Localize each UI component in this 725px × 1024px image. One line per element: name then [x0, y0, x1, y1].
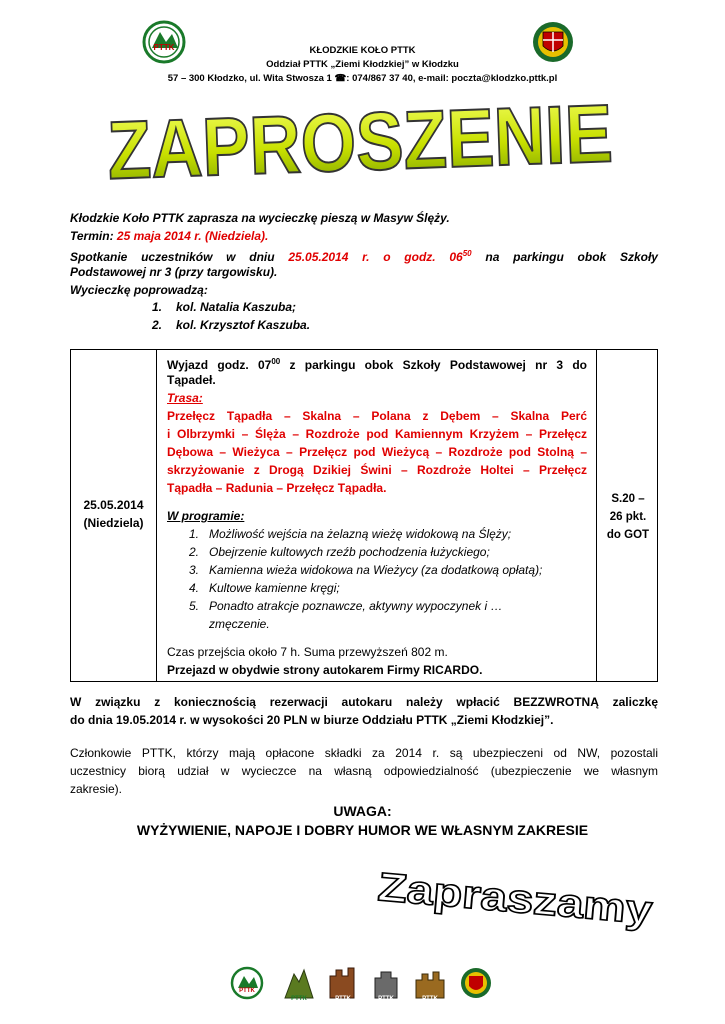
program-text: Możliwość wejścia na żelazną wieżę widokową na Ślęży;: [209, 527, 512, 541]
klodzko-branch-emblem: [531, 20, 575, 64]
termin-line: [70, 227, 658, 245]
program-number: 2.: [189, 545, 200, 559]
route-text: [167, 407, 587, 497]
svg-text:PTTK: PTTK: [335, 996, 351, 1002]
route-line: Dębowa – Wieżyca – Przełęcz pod Wieżycą – Rozdroże pod Stolną –: [167, 445, 587, 459]
paragraph-line: W związku z koniecznością rezerwacji autokaru należy wpłacić BEZZWROTNĄ zaliczkę: [70, 695, 658, 709]
svg-text:PTTK: PTTK: [422, 996, 438, 1002]
guide-number: 1.: [152, 300, 163, 314]
guide-number: 2.: [152, 318, 163, 332]
departure-line-cont: Tąpadeł.: [167, 373, 216, 387]
pttk-logo: [142, 20, 186, 64]
date-cell: [71, 496, 156, 532]
table-divider: [156, 350, 157, 681]
departure-minutes: 00: [271, 357, 281, 366]
program-text: Obejrzenie kultowych rzeźb pochodzenia łużyckiego;: [209, 545, 490, 559]
departure-text-a: Wyjazd godz. 07: [167, 358, 272, 372]
transport-info: Przejazd w obydwie strony autokarem Firmy RICARDO.: [167, 663, 483, 677]
tower-badge-icon: [369, 964, 403, 1002]
trip-table: [70, 349, 658, 682]
program-item: [189, 543, 589, 561]
svg-text:Zapraszamy: Zapraszamy: [376, 865, 611, 930]
notice-text: WYŻYWIENIE, NAPOJE I DOBRY HUMOR WE WŁASNYM ZAKRESIE: [136, 822, 589, 838]
spotkanie-date: 25.05.2014 r. o godz. 06: [288, 250, 463, 264]
program-text: Kamienna wieża widokowa na Wieżycy (za dodatkową opłatą);: [209, 563, 543, 577]
fortress-badge-icon: [413, 964, 447, 1002]
program-text: Ponadto atrakcje poznawcze, aktywny wypoczynek i …: [209, 599, 503, 613]
got-line: 26 pkt.: [609, 511, 647, 523]
got-points-cell: [597, 490, 659, 544]
program-item-cont: zmęczenie.: [209, 617, 270, 631]
program-number: 5.: [189, 599, 200, 613]
svg-text:ZAPROSZENIE: ZAPROSZENIE: [106, 85, 693, 197]
svg-text:PTTK: PTTK: [153, 43, 175, 52]
got-line: S.20 –: [611, 493, 645, 505]
paragraph-line: Członkowie PTTK, którzy mają opłacone składki za 2014 r. są ubezpieczeni od NW, pozostali: [70, 746, 658, 760]
spotkanie-text-b: na parkingu obok Szkoły: [471, 250, 658, 264]
program-number: 3.: [189, 563, 200, 577]
program-number: 4.: [189, 581, 200, 595]
guide-name: kol. Natalia Kaszuba;: [176, 300, 297, 314]
spotkanie-minutes: 50: [462, 249, 472, 258]
route-label: Trasa:: [167, 391, 203, 405]
svg-text:PTTK: PTTK: [239, 988, 255, 994]
termin-label: Termin:: [70, 229, 117, 243]
header-line-2: Oddział PTTK „Ziemi Kłodzkiej” w Kłodzku: [266, 59, 459, 70]
title-zaproszenie: [100, 85, 693, 197]
mountain-badge-icon: [282, 964, 316, 1002]
klodzko-branch-emblem: [459, 964, 493, 1002]
route-line: Przełęcz Tąpadła – Skalna – Polana z Dębem – Skalna Perć: [167, 409, 587, 423]
trip-day: (Niedziela): [83, 516, 144, 530]
svg-text:PTTK: PTTK: [291, 996, 307, 1002]
spotkanie-text-a: Spotkanie uczestników w dniu: [70, 250, 289, 264]
paragraph-line: zakresie).: [70, 782, 123, 796]
castle-badge-icon: [326, 964, 360, 1002]
paragraph-line: do dnia 19.05.2014 r. w wysokości 20 PLN w biurze Oddziału PTTK „Ziemi Kłodzkiej”.: [70, 713, 554, 727]
svg-text:PTTK: PTTK: [378, 996, 394, 1002]
insurance-paragraph: [70, 744, 658, 798]
guide-name: kol. Krzysztof Kaszuba.: [176, 318, 311, 332]
paragraph-line: uczestnicy biorą udział w wycieczce na własną odpowiedzialność (ubezpieczenie we własnym: [70, 764, 658, 778]
program-item: [189, 525, 589, 543]
deposit-paragraph: [70, 693, 658, 729]
header-line-3: 57 – 300 Kłodzko, ul. Wita Stwosza 1 ☎: 074/867 37 40, e-mail: poczta@klodzko.pttk.pl: [167, 73, 558, 84]
trip-date: 25.05.2014: [83, 498, 144, 512]
pttk-logo: [230, 964, 264, 1002]
program-number: 1.: [189, 527, 200, 541]
footer-logos: [0, 964, 725, 1004]
program-text: Kultowe kamienne kręgi;: [209, 581, 340, 595]
program-label: W programie:: [167, 509, 245, 523]
notice-title: UWAGA:: [333, 803, 392, 819]
closing-zapraszamy: [370, 865, 660, 930]
route-line: i Olbrzymki – Ślęża – Rozdroże pod Kamiennym Krzyżem – Przełęcz: [167, 427, 587, 441]
guide-item: [152, 318, 310, 332]
intro-line: Kłodzkie Koło PTTK zaprasza na wycieczkę pieszą w Masyw Ślęży.: [70, 211, 450, 225]
program-item: [189, 579, 589, 597]
program-item: [189, 561, 589, 579]
termin-value: 25 maja 2014 r. (Niedziela).: [116, 229, 269, 243]
guides-heading: Wycieczkę poprowadzą:: [70, 283, 208, 297]
route-line: skrzyżowanie z Drogą Dzikiej Świni – Rozdroże Holtei – Przełęcz: [167, 463, 587, 477]
route-line: Tąpadła – Radunia – Przełęcz Tąpadła.: [167, 481, 387, 495]
guide-item: [152, 300, 296, 314]
header-line-1: KŁODZKIE KOŁO PTTK: [309, 45, 416, 56]
program-item: [189, 597, 589, 615]
spotkanie-line-cont: Podstawowej nr 3 (przy targowisku).: [70, 265, 278, 279]
walk-time: Czas przejścia około 7 h. Suma przewyższeń 802 m.: [167, 645, 448, 659]
departure-text-b: z parkingu obok Szkoły Podstawowej nr 3 do: [280, 358, 587, 372]
got-line: do GOT: [606, 529, 650, 541]
